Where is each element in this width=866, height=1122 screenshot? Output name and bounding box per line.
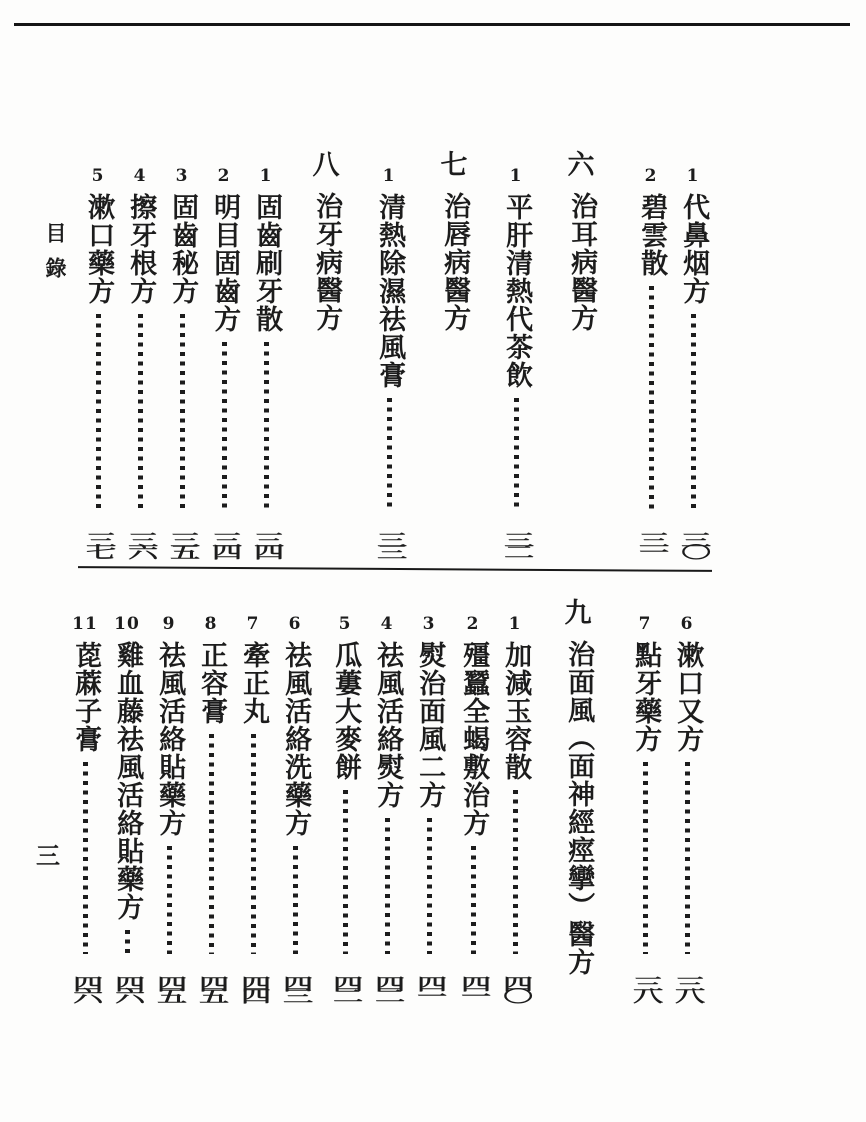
- entry-page-number: 三七: [80, 531, 117, 556]
- entry-title: 漱口藥方: [83, 193, 115, 305]
- toc-entry: [324, 598, 366, 1004]
- entry-number: 7: [246, 614, 260, 634]
- entry-number: 1: [382, 166, 396, 186]
- entry-number: 2: [217, 166, 231, 186]
- entry-page-number: 三二: [498, 531, 535, 556]
- entry-title: 明目固齒方: [209, 193, 241, 333]
- dotted-leader: [649, 286, 654, 510]
- entry-page-number: 四五: [151, 975, 188, 1000]
- dotted-leader: [209, 734, 214, 954]
- dotted-leader: [180, 314, 185, 510]
- section-number: 八: [312, 150, 340, 181]
- folio-page-number: 三: [36, 841, 60, 870]
- section-title: 治牙病醫方: [311, 192, 343, 332]
- entry-number: 2: [466, 614, 480, 634]
- section-title: 治耳病醫方: [566, 192, 598, 332]
- entry-number: 7: [638, 614, 652, 634]
- page-top-border-rule: [14, 23, 850, 26]
- entry-title: 平肝清熱代茶飲: [501, 193, 533, 389]
- entry-number: 11: [72, 614, 98, 634]
- entry-page-number: 三四: [248, 531, 285, 556]
- dotted-leader: [691, 314, 696, 510]
- entry-page-number: 四三: [277, 975, 314, 1000]
- entry-title: 瓜蔞大麥餅: [330, 641, 362, 781]
- dotted-leader: [293, 846, 298, 954]
- margin-title-mulu: 目錄: [43, 222, 68, 292]
- entry-number: 1: [686, 166, 700, 186]
- dotted-leader: [685, 762, 690, 954]
- entry-title: 碧雲散: [636, 193, 668, 277]
- toc-entry: [106, 598, 148, 1004]
- toc-section-heading: [305, 150, 347, 560]
- toc-entry: [672, 150, 714, 560]
- entry-title: 雞血藤祛風活絡貼藥方: [112, 641, 144, 921]
- entry-title: 清熱除濕祛風膏: [374, 193, 406, 389]
- entry-page-number: 三八: [627, 975, 664, 1000]
- section-title: 治唇病醫方: [439, 192, 471, 332]
- dotted-leader: [471, 846, 476, 954]
- dotted-leader: [343, 790, 348, 954]
- entry-page-number: 四六: [67, 975, 104, 1000]
- toc-section-heading: [557, 598, 599, 1004]
- entry-page-number: 四五: [193, 975, 230, 1000]
- entry-number: 1: [508, 614, 522, 634]
- dotted-leader: [96, 314, 101, 510]
- toc-entry: [77, 150, 119, 560]
- toc-entry: [495, 150, 537, 560]
- toc-section-heading: [433, 150, 475, 560]
- dotted-leader: [83, 762, 88, 954]
- entry-title: 漱口又方: [672, 641, 704, 753]
- dotted-leader: [167, 846, 172, 954]
- entry-page-number: 四〇: [497, 975, 534, 1000]
- dotted-leader: [514, 398, 519, 510]
- dotted-leader: [264, 342, 269, 510]
- entry-title: 牽正丸: [238, 641, 270, 725]
- entry-title: 固齒秘方: [167, 193, 199, 305]
- entry-page-number: 三三: [371, 531, 408, 556]
- toc-entry: [274, 598, 316, 1004]
- entry-page-number: 四一: [455, 975, 492, 1000]
- entry-number: 4: [133, 166, 147, 186]
- entry-title: 萞蔴子膏: [70, 641, 102, 753]
- entry-page-number: 三〇: [675, 531, 712, 556]
- dotted-leader: [138, 314, 143, 510]
- entry-title: 加減玉容散: [500, 641, 532, 781]
- entry-number: 10: [114, 614, 140, 634]
- section-number: 九: [564, 598, 592, 629]
- entry-page-number: 三一: [633, 531, 670, 556]
- toc-entry: [148, 598, 190, 1004]
- entry-title: 擦牙根方: [125, 193, 157, 305]
- toc-top-half: [77, 150, 714, 560]
- entry-number: 6: [680, 614, 694, 634]
- toc-entry: [630, 150, 672, 560]
- entry-number: 1: [259, 166, 273, 186]
- toc-entry: [452, 598, 494, 1004]
- toc-entry: [190, 598, 232, 1004]
- entry-number: 3: [175, 166, 189, 186]
- toc-entry: [203, 150, 245, 560]
- entry-title: 代鼻烟方: [678, 193, 710, 305]
- dotted-leader: [387, 398, 392, 510]
- dotted-leader: [427, 818, 432, 954]
- entry-page-number: 三六: [122, 531, 159, 556]
- toc-entry: [64, 598, 106, 1004]
- entry-page-number: 四二: [327, 975, 364, 1000]
- dotted-leader: [385, 818, 390, 954]
- entry-number: 9: [162, 614, 176, 634]
- dotted-leader: [222, 342, 227, 510]
- entry-number: 6: [288, 614, 302, 634]
- dotted-leader: [513, 790, 518, 954]
- entry-page-number: 四一: [411, 975, 448, 1000]
- entry-title: 殭蠶全蝎敷治方: [458, 641, 490, 837]
- entry-number: 4: [380, 614, 394, 634]
- entry-number: 3: [422, 614, 436, 634]
- toc-entry: [232, 598, 274, 1004]
- entry-title: 固齒刷牙散: [251, 193, 283, 333]
- dotted-leader: [643, 762, 648, 954]
- entry-page-number: 三四: [206, 531, 243, 556]
- dotted-leader: [125, 930, 130, 954]
- section-title: 治面風（面神經痙攣）醫方: [563, 640, 595, 976]
- entry-title: 祛風活絡洗藥方: [280, 641, 312, 837]
- entry-page-number: 三五: [164, 531, 201, 556]
- entry-title: 熨治面風二方: [414, 641, 446, 809]
- toc-entry: [368, 150, 410, 560]
- entry-page-number: 四二: [369, 975, 406, 1000]
- section-number: 六: [567, 150, 595, 181]
- toc-entry: [624, 598, 666, 1004]
- toc-entry: [366, 598, 408, 1004]
- section-number: 七: [440, 150, 468, 181]
- entry-number: 1: [509, 166, 523, 186]
- toc-bottom-half: [64, 598, 708, 1004]
- toc-entry: [494, 598, 536, 1004]
- entry-number: 2: [644, 166, 658, 186]
- toc-section-heading: [560, 150, 602, 560]
- half-divider-rule: [78, 566, 712, 572]
- toc-entry: [161, 150, 203, 560]
- entry-page-number: 三八: [669, 975, 706, 1000]
- entry-title: 祛風活絡熨方: [372, 641, 404, 809]
- entry-page-number: 四六: [109, 975, 146, 1000]
- dotted-leader: [251, 734, 256, 954]
- toc-entry: [408, 598, 450, 1004]
- toc-entry: [666, 598, 708, 1004]
- entry-title: 點牙藥方: [630, 641, 662, 753]
- toc-entry: [245, 150, 287, 560]
- entry-number: 5: [91, 166, 105, 186]
- entry-title: 祛風活絡貼藥方: [154, 641, 186, 837]
- entry-title: 正容膏: [196, 641, 228, 725]
- entry-page-number: 四四: [235, 975, 272, 1000]
- entry-number: 5: [338, 614, 352, 634]
- toc-entry: [119, 150, 161, 560]
- entry-number: 8: [204, 614, 218, 634]
